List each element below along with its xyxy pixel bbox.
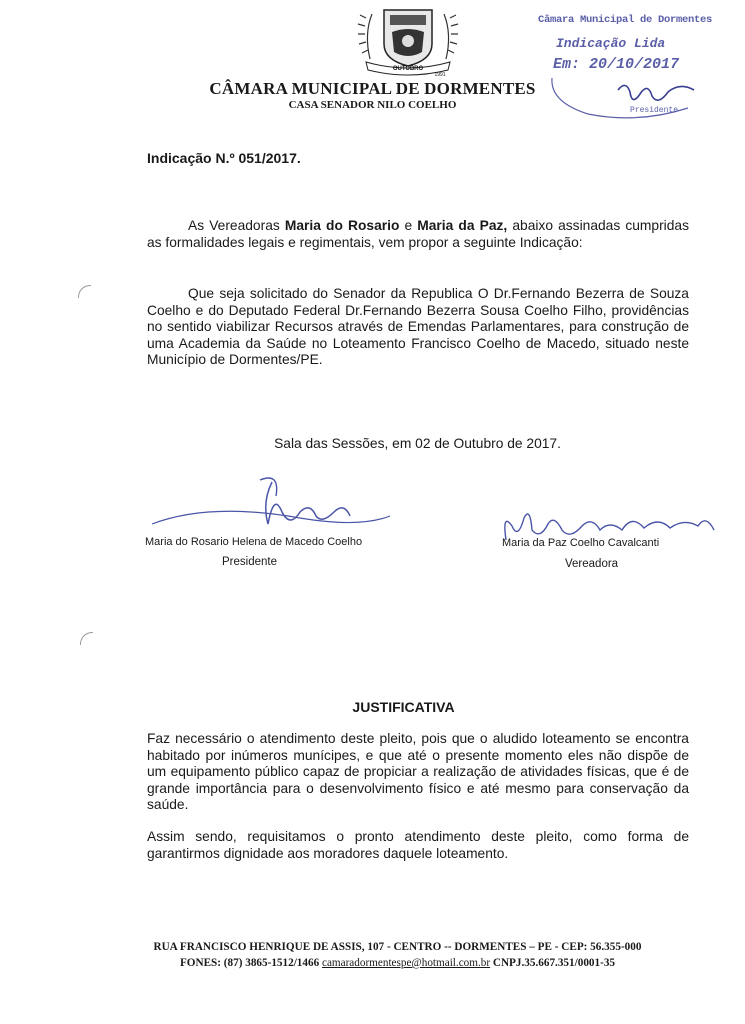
request-paragraph: Que seja solicitado do Senador da Republica O Dr.Fernando Bezerra de Souza Coelho e do Deputado Federal Dr.Fernando Bezerra Sousa Coelho Filho, providências no sentido viabilizar Recursos através de Emendas Parlamentares, para construção de uma Academia da Saúde no Loteamento Francisco Coelho de Macedo, situado neste Município de Dormentes/PE. [147,286,689,367]
reading-stamp [538,12,738,128]
crest-banner-text: OUTUBRO [392,66,424,72]
chamber-title: CÂMARA MUNICIPAL DE DORMENTES [209,79,536,98]
councilor-name-1: Maria do Rosario [284,218,400,233]
crest-year-text: 1991 [434,72,446,78]
stamp-signature-icon [548,72,738,128]
punch-hole-mark [80,632,93,645]
right-signatory-name: Maria da Paz Coelho Cavalcanti [502,537,660,549]
justification-paragraph-2: Assim sendo, requisitamos o pronto atendimento deste pleito, como forma de garantirmos dignidade aos moradores daquele loteamento. [147,829,689,861]
councilor-name-2: Maria da Paz, [417,218,508,233]
footer-contact [0,957,745,969]
justification-title: JUSTIFICATIVA [352,699,455,715]
footer-phones: FONES: (87) 3865-1512/1466 [179,957,322,969]
intro-text-rest: abaixo assinadas cumpridas as formalidades legais e regimentais, vem propor a seguinte Indicação: [147,218,689,250]
stamp-president-line: Presidente [630,106,679,115]
intro-conjunction: e [399,218,418,233]
stamp-read-line: Indicação Lida [556,36,666,51]
intro-paragraph [147,218,689,251]
footer-address: RUA FRANCISCO HENRIQUE DE ASSIS, 107 - CENTRO -- DORMENTES – PE - CEP: 56.355-000 [153,941,642,953]
left-signatory-role: Presidente [222,556,277,568]
chamber-subtitle: CASA SENADOR NILO COELHO [288,99,457,111]
justification-paragraph-1: Faz necessário o atendimento deste pleito, pois que o aludido loteamento se encontra habitado por inúmeros munícipes, e que até o presente momento eles não dispõe de um equipamento público capaz de propiciar a realização de atividades físicas, que é de grande importância para o desenvolvimento físico e até mesmo para conservação da saúde. [147,731,689,812]
left-signatory-name: Maria do Rosario Helena de Macedo Coelho [145,536,363,548]
right-signatory-role: Vereadora [565,558,619,570]
punch-hole-mark [78,285,91,298]
intro-text: As Vereadoras [188,218,285,233]
footer-cnpj: CNPJ.35.667.351/0001-35 [490,957,616,969]
place-date: Sala das Sessões, em 02 de Outubro de 2017. [274,436,561,451]
indication-reference: Indicação N.º 051/2017. [147,150,301,166]
municipal-crest-logo [352,4,464,78]
stamp-date-line: Em: 20/10/2017 [553,56,680,73]
footer-email-link[interactable]: camaradormentespe@hotmail.com.br [321,957,491,969]
stamp-chamber-line: Câmara Municipal de Dormentes [538,14,713,26]
